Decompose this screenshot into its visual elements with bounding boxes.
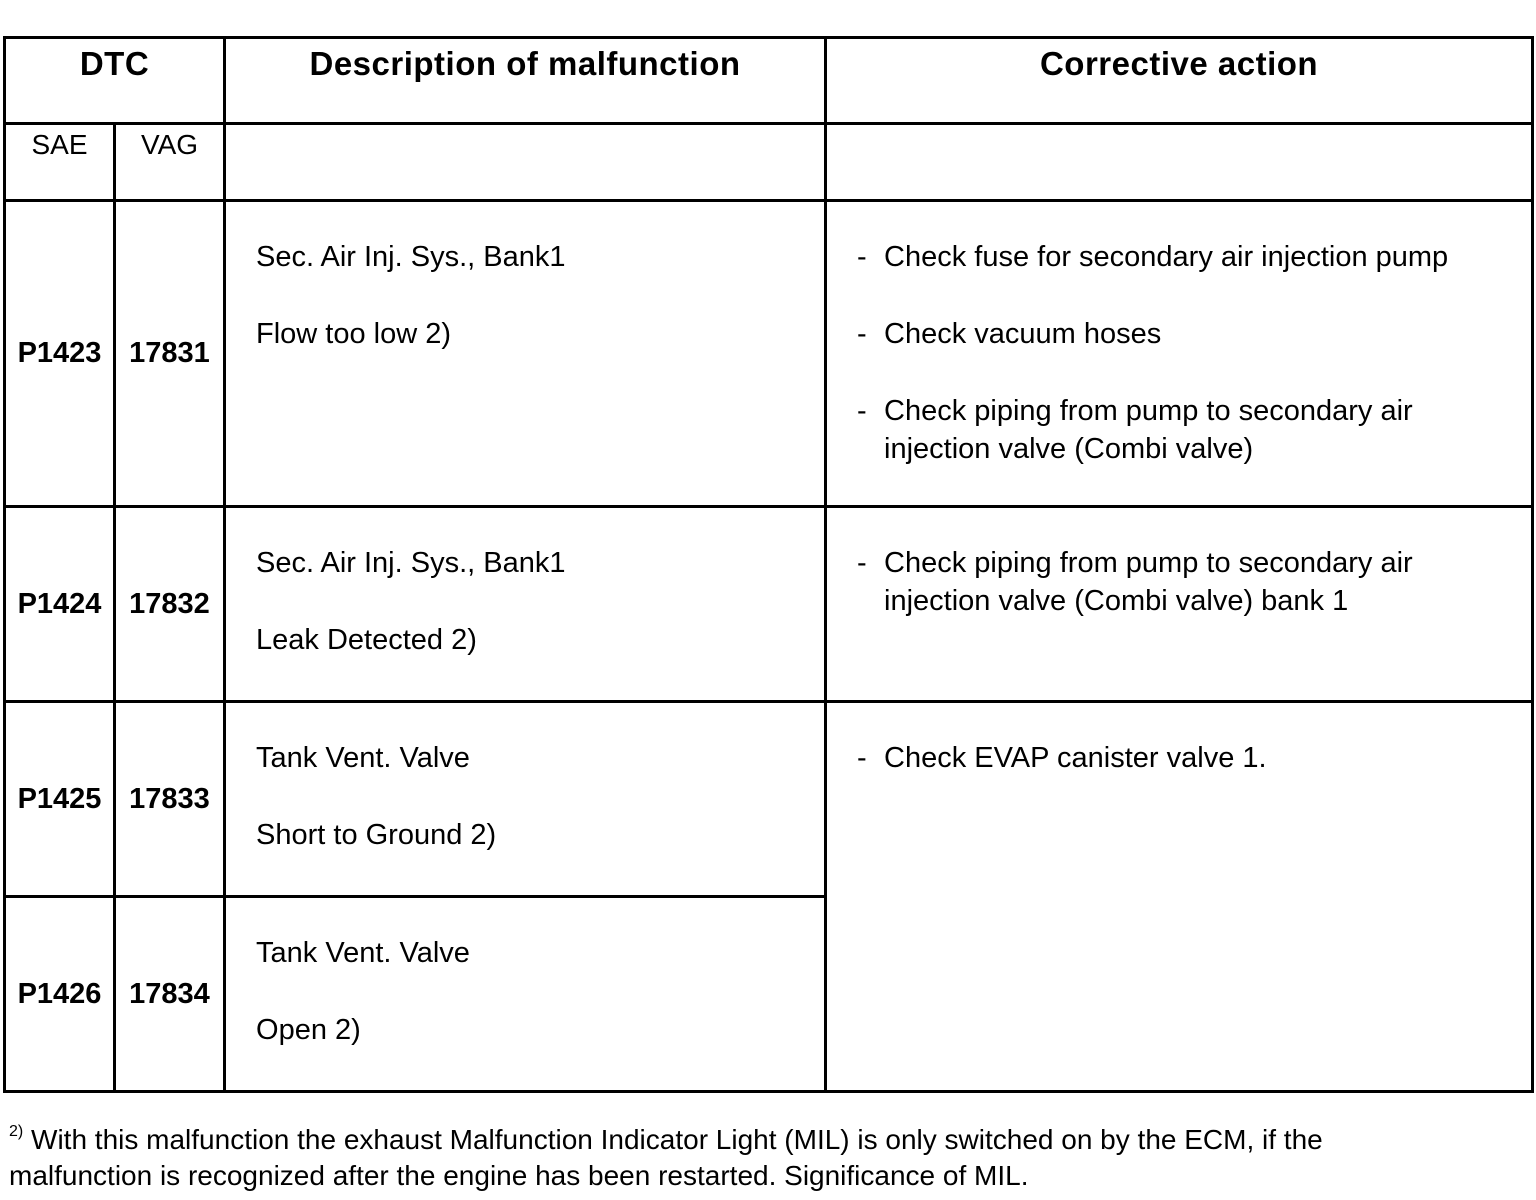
footnote-text: With this malfunction the exhaust Malfunction Indicator Light (MIL) is only switched on by the ECM, if the malfunction is recognized after the engine has been restarted. Significance of MIL.	[9, 1124, 1323, 1191]
table-row	[5, 201, 1533, 507]
footnote	[9, 1122, 1409, 1194]
bullet-dash: -	[857, 742, 867, 774]
corrective-action-cell	[826, 201, 1533, 507]
vag-code: 17833	[115, 702, 225, 897]
sae-code: P1424	[5, 507, 115, 702]
description-cell	[225, 507, 826, 702]
action-text: Check fuse for secondary air injection pump	[884, 241, 1449, 273]
description-line: Leak Detected 2)	[256, 624, 477, 656]
footnote-marker: 2)	[9, 1123, 24, 1140]
description-cell	[225, 201, 826, 507]
description-cell	[225, 897, 826, 1092]
corrective-action-header: Corrective action	[826, 38, 1533, 124]
description-line: Tank Vent. Valve	[256, 742, 470, 774]
sae-code: P1423	[5, 201, 115, 507]
sae-subheader: SAE	[5, 124, 115, 201]
description-line: Sec. Air Inj. Sys., Bank1	[256, 547, 566, 579]
description-cell	[225, 702, 826, 897]
action-item	[857, 315, 1521, 353]
table-row	[5, 507, 1533, 702]
description-header: Description of malfunction	[225, 38, 826, 124]
action-item	[857, 739, 1521, 777]
action-item	[857, 544, 1521, 620]
bullet-dash: -	[857, 547, 867, 579]
vag-code: 17832	[115, 507, 225, 702]
action-text: Check EVAP canister valve 1.	[884, 742, 1267, 774]
bullet-dash: -	[857, 395, 867, 427]
dtc-header: DTC	[5, 38, 225, 124]
corrective-action-cell	[826, 507, 1533, 702]
description-line: Sec. Air Inj. Sys., Bank1	[256, 241, 566, 273]
description-subheader-empty	[225, 124, 826, 201]
corrective-action-cell	[826, 702, 1533, 1092]
vag-subheader: VAG	[115, 124, 225, 201]
table-row	[5, 702, 1533, 897]
sae-code: P1425	[5, 702, 115, 897]
header-row	[5, 38, 1533, 124]
description-line: Open 2)	[256, 1014, 361, 1046]
action-text: Check vacuum hoses	[884, 318, 1162, 350]
subheader-row	[5, 124, 1533, 201]
description-line: Short to Ground 2)	[256, 819, 497, 851]
vag-code: 17831	[115, 201, 225, 507]
description-line: Flow too low 2)	[256, 318, 452, 350]
dtc-table	[3, 36, 1534, 1093]
action-text: Check piping from pump to secondary air injection valve (Combi valve) bank 1	[884, 547, 1413, 617]
action-item	[857, 392, 1521, 468]
action-item	[857, 238, 1521, 276]
bullet-dash: -	[857, 318, 867, 350]
vag-code: 17834	[115, 897, 225, 1092]
description-line: Tank Vent. Valve	[256, 937, 470, 969]
action-text: Check piping from pump to secondary air injection valve (Combi valve)	[884, 395, 1413, 465]
sae-code: P1426	[5, 897, 115, 1092]
bullet-dash: -	[857, 241, 867, 273]
action-subheader-empty	[826, 124, 1533, 201]
